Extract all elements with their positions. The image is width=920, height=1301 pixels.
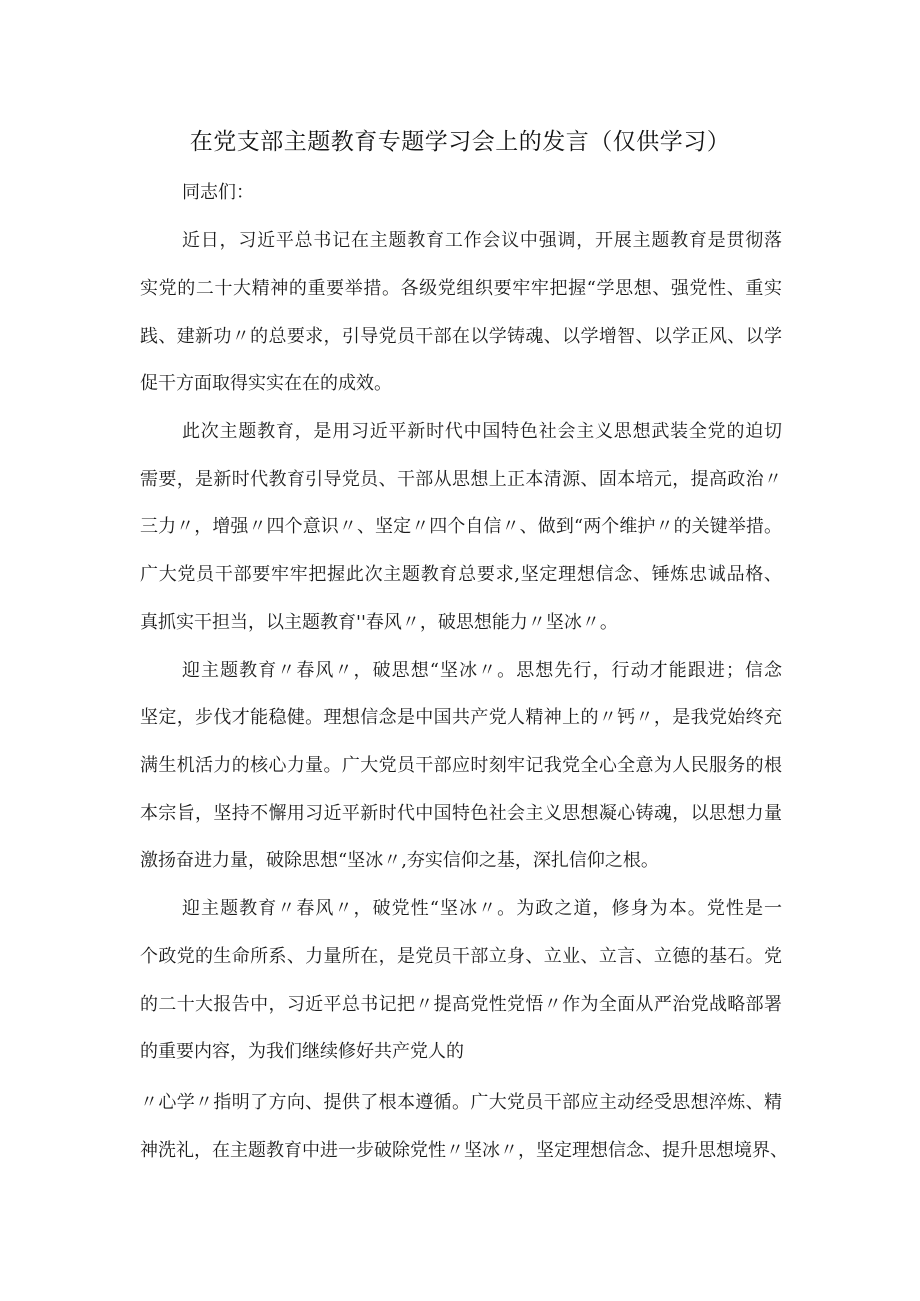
paragraph-line: 神洗礼，在主题教育中进一步破除党性〃坚冰〃，坚定理想信念、提升思想境界、 — [140, 1140, 788, 1161]
paragraph-line: 满生机活力的核心力量。广大党员干部应时刻牢记我党全心全意为人民服务的根 — [140, 755, 782, 776]
paragraph-line: 〃心学〃指明了方向、提供了根本遵循。广大党员干部应主动经受思想淬炼、精 — [140, 1092, 782, 1113]
paragraph-line: 此次主题教育，是用习近平新时代中国特色社会主义思想武装全党的迫切 — [182, 421, 782, 442]
paragraph-line: 三力〃，增强〃四个意识〃、坚定〃四个自信〃、做到“两个维护〃的关键举措。 — [140, 516, 782, 537]
paragraph-line: 个政党的生命所系、力量所在，是党员干部立身、立业、立言、立德的基石。党 — [140, 946, 782, 967]
paragraph-line: 近日，习近平总书记在主题教育工作会议中强调，开展主题教育是贯彻落 — [182, 230, 782, 251]
paragraph-line: 践、建新功〃的总要求，引导党员干部在以学铸魂、以学增智、以学正风、以学 — [140, 326, 782, 347]
paragraph-line: 的二十大报告中，习近平总书记把〃提高党性党悟〃作为全面从严治党战略部署 — [140, 994, 782, 1015]
paragraph-line: 激扬奋进力量，破除思想“坚冰〃,夯实信仰之基，深扎信仰之根。 — [140, 850, 659, 871]
paragraph-line: 迎主题教育〃春风〃，破党性“坚冰〃。为政之道，修身为本。党性是一 — [182, 898, 782, 919]
paragraph-line: 本宗旨，坚持不懈用习近平新时代中国特色社会主义思想凝心铸魂，以思想力量 — [140, 803, 782, 824]
paragraph-line: 实党的二十大精神的重要举措。各级党组织要牢牢把握“学思想、强党性、重实 — [140, 278, 782, 299]
paragraph-line: 真抓实干担当，以主题教育''春风〃，破思想能力〃坚冰〃。 — [140, 612, 618, 633]
greeting: 同志们： — [182, 182, 254, 203]
paragraph-line: 迎主题教育〃春风〃，破思想“坚冰〃。思想先行，行动才能跟进；信念 — [182, 660, 782, 681]
paragraph-line: 促干方面取得实实在在的成效。 — [140, 373, 392, 394]
paragraph-line: 需要，是新时代教育引导党员、干部从思想上正本清源、固本培元，提高政治〃 — [140, 469, 782, 490]
document-title: 在党支部主题教育专题学习会上的发言（仅供学习） — [189, 129, 731, 155]
paragraph-line: 坚定，步伐才能稳健。理想信念是中国共产党人精神上的〃钙〃，是我党始终充 — [140, 707, 782, 728]
paragraph-line: 广大党员干部要牢牢把握此次主题教育总要求,坚定理想信念、锤炼忠诚品格、 — [140, 564, 782, 585]
paragraph-line: 的重要内容，为我们继续修好共产党人的 — [140, 1041, 464, 1062]
